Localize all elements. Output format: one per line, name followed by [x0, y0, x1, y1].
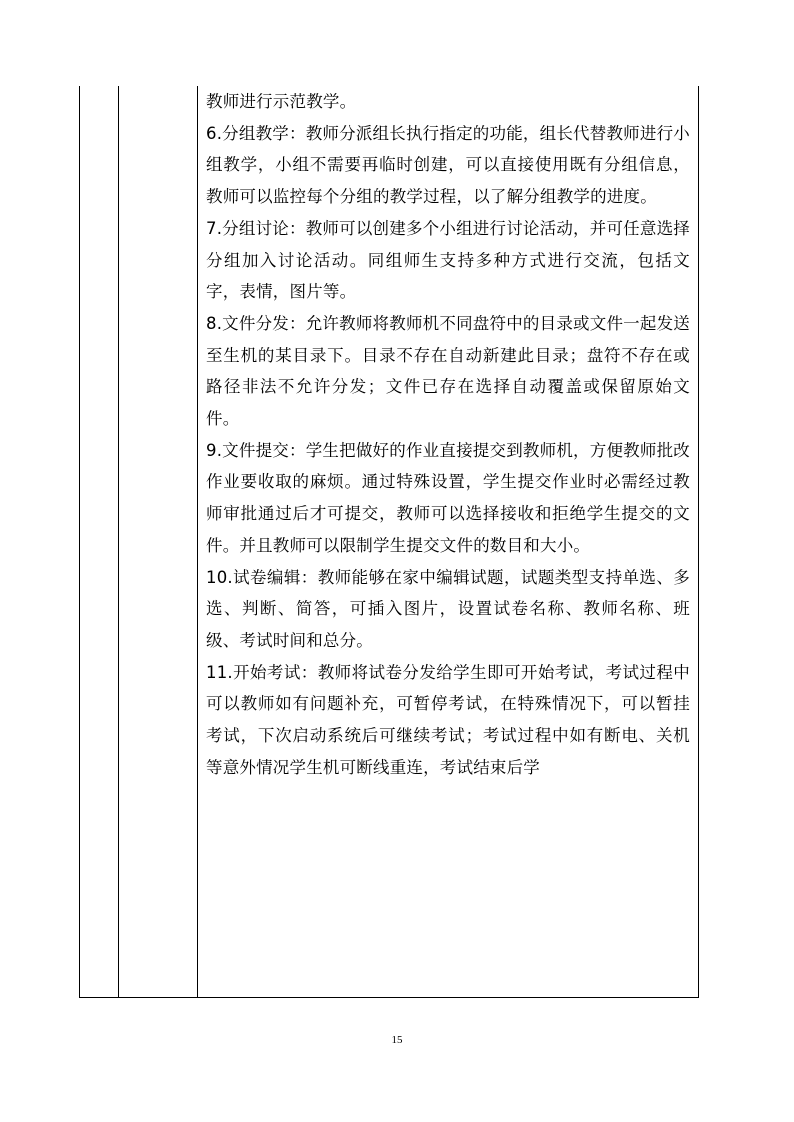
paragraph-start-exam: 11.开始考试：教师将试卷分发给学生即可开始考试，考试过程中可以教师如有问题补充，可暂停考试，在特殊情况下，可以暂挂考试，下次启动系统后可继续考试；考试过程中如有断电、关机等意外情况学生机可断线重连，考试结束后学 [206, 662, 690, 777]
feature-table [79, 86, 699, 998]
paragraph-file-submission: 9.文件提交：学生把做好的作业直接提交到教师机，方便教师批改作业要收取的麻烦。通过特殊设置，学生提交作业时必需经过教师审批通过后才可提交，教师可以选择接收和拒绝学生提交的文件。并且教师可以限制学生提交文件的数目和大小。 [206, 440, 690, 555]
paragraph-group-discussion: 7.分组讨论：教师可以创建多个小组进行讨论活动，并可任意选择分组加入讨论活动。同组师生支持多种方式进行交流，包括文字，表情，图片等。 [206, 218, 690, 302]
paragraph-file-distribution: 8.文件分发：允许教师将教师机不同盘符中的目录或文件一起发送至生机的某目录下。目录不存在自动新建此目录；盘符不存在或路径非法不允许分发；文件已存在选择自动覆盖或保留原始文件。 [206, 313, 690, 429]
page-number: 15 [391, 1034, 403, 1046]
paragraph-group-teaching: 6.分组教学：教师分派组长执行指定的功能，组长代替教师进行小组教学，小组不需要再临时创建，可以直接使用既有分组信息，教师可以监控每个分组的教学过程，以了解分组教学的进度。 [206, 123, 690, 207]
paragraph-continuation: 教师进行示范教学。 [206, 92, 357, 111]
table-column-divider-1 [118, 86, 119, 997]
table-content-cell [198, 86, 698, 997]
paragraph-exam-editing: 10.试卷编辑：教师能够在家中编辑试题，试题类型支持单选、多选、判断、简答，可插入图片，设置试卷名称、教师名称、班级、考试时间和总分。 [206, 567, 690, 650]
